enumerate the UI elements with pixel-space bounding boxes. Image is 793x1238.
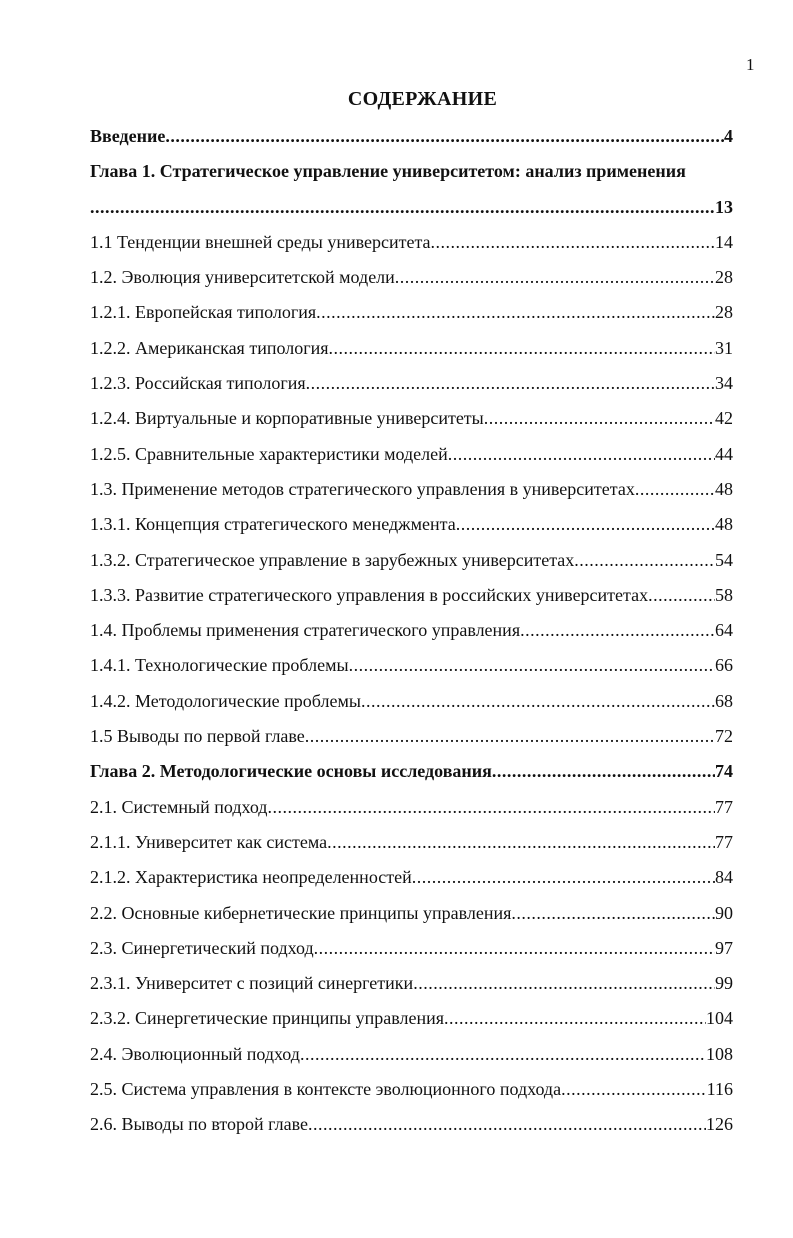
toc-leader-dots	[484, 401, 715, 436]
toc-leader-dots	[648, 578, 715, 613]
toc-page-number: 13	[715, 196, 733, 217]
toc-page-number: 77	[715, 831, 733, 852]
toc-entry[interactable]	[90, 790, 733, 825]
toc-entry-label: 1.5 Выводы по первой главе	[90, 726, 305, 747]
toc-entry[interactable]	[90, 613, 733, 648]
toc-entry-label: 1.3. Применение методов стратегического управления в университетах	[90, 478, 635, 499]
toc-entry[interactable]	[90, 295, 733, 330]
toc-entry[interactable]	[90, 331, 733, 366]
toc-page-number: 99	[715, 973, 733, 994]
toc-entry-label: 2.1.2. Характеристика неопределенностей	[90, 867, 412, 888]
toc-entry-label: 2.3.1. Университет с позиций синергетики	[90, 973, 414, 994]
toc-page-number: 84	[715, 867, 733, 888]
toc-leader-dots	[361, 684, 715, 719]
toc-leader-dots	[90, 190, 715, 225]
toc-entry-label: 2.1.1. Университет как система	[90, 831, 328, 852]
toc-page-number: 68	[715, 690, 733, 711]
toc-entry-label: 1.1 Тенденции внешней среды университета	[90, 231, 431, 252]
toc-leader-dots	[300, 1037, 706, 1072]
toc-entry[interactable]	[90, 754, 733, 789]
toc-page-number: 48	[715, 478, 733, 499]
toc-entry[interactable]	[90, 190, 733, 225]
toc-leader-dots	[395, 260, 715, 295]
toc-leader-dots	[306, 366, 715, 401]
toc-entry[interactable]	[90, 543, 733, 578]
toc-entry-label: 2.6. Выводы по второй главе	[90, 1114, 308, 1135]
toc-leader-dots	[520, 613, 715, 648]
toc-entry[interactable]	[90, 507, 733, 542]
toc-leader-dots	[305, 719, 715, 754]
toc-entry-label: 1.2. Эволюция университетской модели	[90, 267, 395, 288]
toc-page-number: 126	[706, 1114, 733, 1135]
toc-page-number: 28	[715, 267, 733, 288]
toc-page-number: 97	[715, 937, 733, 958]
toc-entry[interactable]	[90, 366, 733, 401]
page-title: СОДЕРЖАНИЕ	[347, 88, 498, 110]
toc-entry[interactable]	[90, 472, 733, 507]
toc-leader-dots	[165, 119, 724, 154]
table-of-contents	[90, 119, 733, 1143]
toc-entry-label: 1.4.1. Технологические проблемы	[90, 655, 349, 676]
toc-leader-dots	[349, 648, 715, 683]
toc-entry-label: 1.2.1. Европейская типология	[90, 302, 317, 323]
toc-entry[interactable]	[90, 225, 733, 260]
toc-entry[interactable]	[90, 896, 733, 931]
toc-leader-dots	[431, 225, 715, 260]
toc-entry-label: 2.3. Синергетический подход	[90, 937, 314, 958]
toc-entry-label: 2.3.2. Синергетические принципы управления	[90, 1008, 445, 1029]
toc-leader-dots	[413, 966, 715, 1001]
toc-leader-dots	[444, 1001, 706, 1036]
toc-page-number: 64	[715, 620, 733, 641]
toc-entry[interactable]	[90, 966, 733, 1001]
toc-entry-label: Глава 2. Методологические основы исследования	[90, 761, 492, 782]
toc-leader-dots	[327, 825, 715, 860]
toc-page-number: 74	[715, 761, 733, 782]
toc-page-number: 58	[715, 584, 733, 605]
toc-entry[interactable]	[90, 825, 733, 860]
toc-entry-label: 1.2.5. Сравнительные характеристики моделей	[90, 443, 448, 464]
toc-leader-dots	[412, 860, 715, 895]
page-number: 1	[746, 55, 755, 74]
toc-entry[interactable]	[90, 578, 733, 613]
toc-page-number: 108	[706, 1043, 733, 1064]
toc-page-number: 28	[715, 302, 733, 323]
toc-entry[interactable]	[90, 1072, 733, 1107]
toc-entry[interactable]	[90, 684, 733, 719]
toc-entry-label: 1.3.3. Развитие стратегического управления в российских университетах	[90, 584, 649, 605]
toc-leader-dots	[316, 295, 715, 330]
toc-page-number: 48	[715, 514, 733, 535]
toc-entry[interactable]	[90, 437, 733, 472]
toc-leader-dots	[492, 754, 715, 789]
toc-leader-dots	[511, 896, 715, 931]
toc-entry[interactable]	[90, 648, 733, 683]
toc-page-number: 31	[715, 337, 733, 358]
toc-entry-label: 1.2.4. Виртуальные и корпоративные университеты	[90, 408, 484, 429]
toc-entry[interactable]	[90, 1001, 733, 1036]
toc-entry-label: 1.3.1. Концепция стратегического менеджмента	[90, 514, 456, 535]
toc-page-number: 77	[715, 796, 733, 817]
toc-entry-label: 2.5. Система управления в контексте эволюционного подхода	[90, 1079, 562, 1100]
toc-entry[interactable]	[90, 1037, 733, 1072]
toc-page-number: 66	[715, 655, 733, 676]
toc-entry-label: 1.3.2. Стратегическое управление в зарубежных университетах	[90, 549, 575, 570]
toc-page-number: 90	[715, 902, 733, 923]
toc-entry-label: 2.1. Системный подход	[90, 796, 268, 817]
toc-entry-label: 2.2. Основные кибернетические принципы управления	[90, 902, 512, 923]
toc-leader-dots	[561, 1072, 707, 1107]
toc-entry[interactable]	[90, 860, 733, 895]
toc-entry-label: Введение	[90, 126, 166, 146]
toc-page-number: 54	[715, 549, 733, 570]
toc-page-number: 104	[706, 1008, 733, 1029]
toc-entry[interactable]	[90, 719, 733, 754]
toc-leader-dots	[448, 437, 715, 472]
toc-leader-dots	[574, 543, 715, 578]
toc-leader-dots	[329, 331, 715, 366]
toc-chapter-heading: Глава 1. Стратегическое управление университетом: анализ применения	[90, 161, 686, 182]
toc-page-number: 14	[715, 231, 733, 252]
toc-entry[interactable]	[90, 1107, 733, 1142]
toc-leader-dots	[456, 507, 715, 542]
toc-page-number: 116	[706, 1079, 733, 1100]
toc-leader-dots	[308, 1107, 706, 1142]
toc-entry-label: 1.4. Проблемы применения стратегического управления	[90, 620, 521, 641]
toc-page-number: 4	[724, 126, 733, 146]
toc-entry-label: 1.2.2. Американская типология	[90, 337, 329, 358]
toc-entry-label: 1.4.2. Методологические проблемы	[90, 690, 361, 711]
toc-entry-label: 2.4. Эволюционный подход	[90, 1043, 300, 1064]
toc-entry[interactable]	[90, 931, 733, 966]
toc-page-number: 42	[715, 408, 733, 429]
toc-page-number: 44	[715, 443, 733, 464]
toc-entry[interactable]	[90, 119, 733, 154]
toc-leader-dots	[267, 790, 715, 825]
toc-page-number: 34	[715, 373, 733, 394]
toc-leader-dots	[635, 472, 715, 507]
toc-entry-label: 1.2.3. Российская типология	[90, 373, 306, 394]
toc-entry[interactable]	[90, 260, 733, 295]
toc-page-number: 72	[715, 726, 733, 747]
toc-leader-dots	[314, 931, 715, 966]
toc-entry[interactable]	[90, 401, 733, 436]
